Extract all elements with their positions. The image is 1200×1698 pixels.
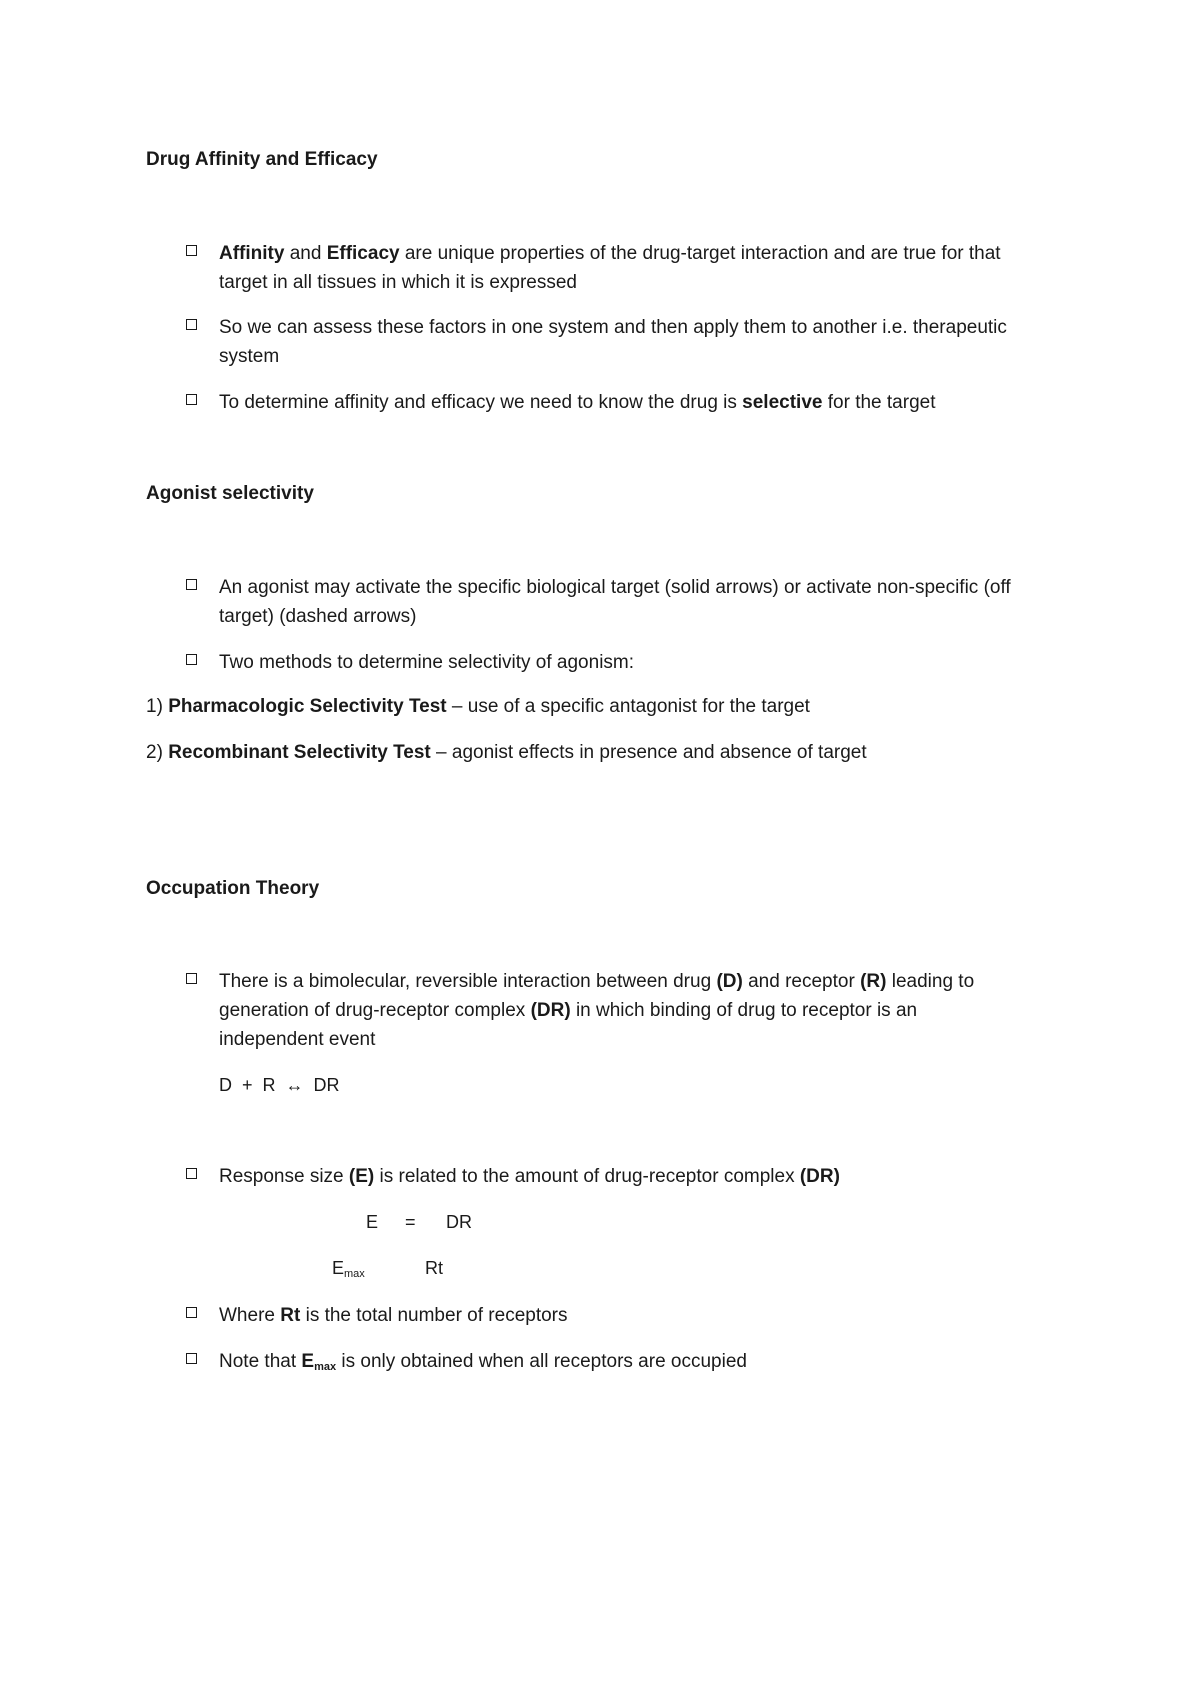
text-efficacy: Efficacy (326, 243, 400, 264)
bullet-text (219, 388, 1026, 417)
formula-denominator-emax (332, 1255, 365, 1287)
bullet-assess-factors (186, 313, 1026, 371)
formula-numerator-e: E (366, 1212, 379, 1232)
text-dr: (DR) (799, 1166, 840, 1187)
bullet-text (219, 1162, 1026, 1191)
formula-e: E (332, 1258, 345, 1278)
text-part: in which binding of drug to receptor is an independent event (219, 1000, 918, 1050)
bullet-two-methods (186, 648, 1026, 677)
formula-max-subscript: max (344, 1268, 365, 1280)
formula-numerator-dr: DR (446, 1212, 472, 1232)
bullet-response-size (186, 1162, 1026, 1191)
text-and: and (284, 243, 327, 264)
text-max-subscript: max (314, 1361, 337, 1373)
bullet-determine-selective (186, 388, 1026, 417)
text-r: (R) (860, 971, 887, 992)
formula-denominator-rt: Rt (425, 1258, 443, 1278)
checkbox-bullet-icon (186, 394, 197, 405)
text-e: (E) (348, 1166, 375, 1187)
checkbox-bullet-icon (186, 973, 197, 984)
checkbox-bullet-icon (186, 1307, 197, 1318)
bullet-text (219, 1301, 1026, 1330)
text-part: Where (219, 1305, 281, 1326)
text-part: is the total number of receptors (300, 1305, 568, 1326)
bullet-text (219, 239, 1026, 297)
text-part: is only obtained when all receptors are occupied (336, 1351, 747, 1372)
bullet-text (219, 1347, 1026, 1382)
checkbox-bullet-icon (186, 1168, 197, 1179)
bullet-bimolecular-interaction (186, 967, 1026, 1054)
checkbox-bullet-icon (186, 579, 197, 590)
heading-drug-affinity-efficacy: Drug Affinity and Efficacy (146, 149, 378, 170)
item-description: – use of a specific antagonist for the target (446, 696, 810, 717)
item-number: 2) (146, 742, 169, 763)
heading-occupation-theory: Occupation Theory (146, 878, 320, 899)
bullet-affinity-efficacy (186, 239, 1026, 297)
formula-equals: = (405, 1212, 416, 1232)
text-part: is related to the amount of drug-receptor complex (374, 1166, 800, 1187)
text-rest: are unique properties of the drug-target interaction and are true for that target in all tissues in which it is expressed (219, 243, 1001, 293)
bullet-text: An agonist may activate the specific biological target (solid arrows) or activate non-specific (off target) (dashed arrows) (219, 577, 1011, 627)
text-d: (D) (716, 971, 743, 992)
bullet-where-rt (186, 1301, 1026, 1330)
text-e: E (301, 1351, 315, 1372)
bullet-text: Two methods to determine selectivity of agonism: (219, 652, 635, 673)
text-part: There is a bimolecular, reversible interaction between drug (219, 971, 717, 992)
text-affinity: Affinity (219, 243, 285, 264)
text-rt: Rt (280, 1305, 301, 1326)
equation-d-r-dr: D + R ↔ DR (219, 1075, 340, 1095)
item-title: Recombinant Selectivity Test (168, 742, 431, 763)
text-part: To determine affinity and efficacy we need to know the drug is (219, 392, 743, 413)
text-selective: selective (742, 392, 823, 413)
checkbox-bullet-icon (186, 319, 197, 330)
item-title: Pharmacologic Selectivity Test (168, 696, 447, 717)
numbered-item-1 (146, 693, 810, 721)
bullet-text (219, 967, 1026, 1054)
bullet-agonist-activate (186, 573, 1026, 631)
checkbox-bullet-icon (186, 245, 197, 256)
text-part: Note that (219, 1351, 302, 1372)
heading-agonist-selectivity: Agonist selectivity (146, 483, 314, 504)
text-part: and receptor (742, 971, 861, 992)
item-description: – agonist effects in presence and absence of target (430, 742, 867, 763)
text-part: leading to generation of drug-receptor complex (219, 971, 975, 1021)
item-number: 1) (146, 696, 169, 717)
bullet-note-emax (186, 1347, 1026, 1382)
text-part: Response size (219, 1166, 349, 1187)
checkbox-bullet-icon (186, 1353, 197, 1364)
numbered-item-2 (146, 739, 867, 767)
bullet-text: So we can assess these factors in one system and then apply them to another i.e. therapeutic system (219, 317, 1007, 367)
checkbox-bullet-icon (186, 654, 197, 665)
text-dr: (DR) (530, 1000, 571, 1021)
text-part: for the target (822, 392, 936, 413)
